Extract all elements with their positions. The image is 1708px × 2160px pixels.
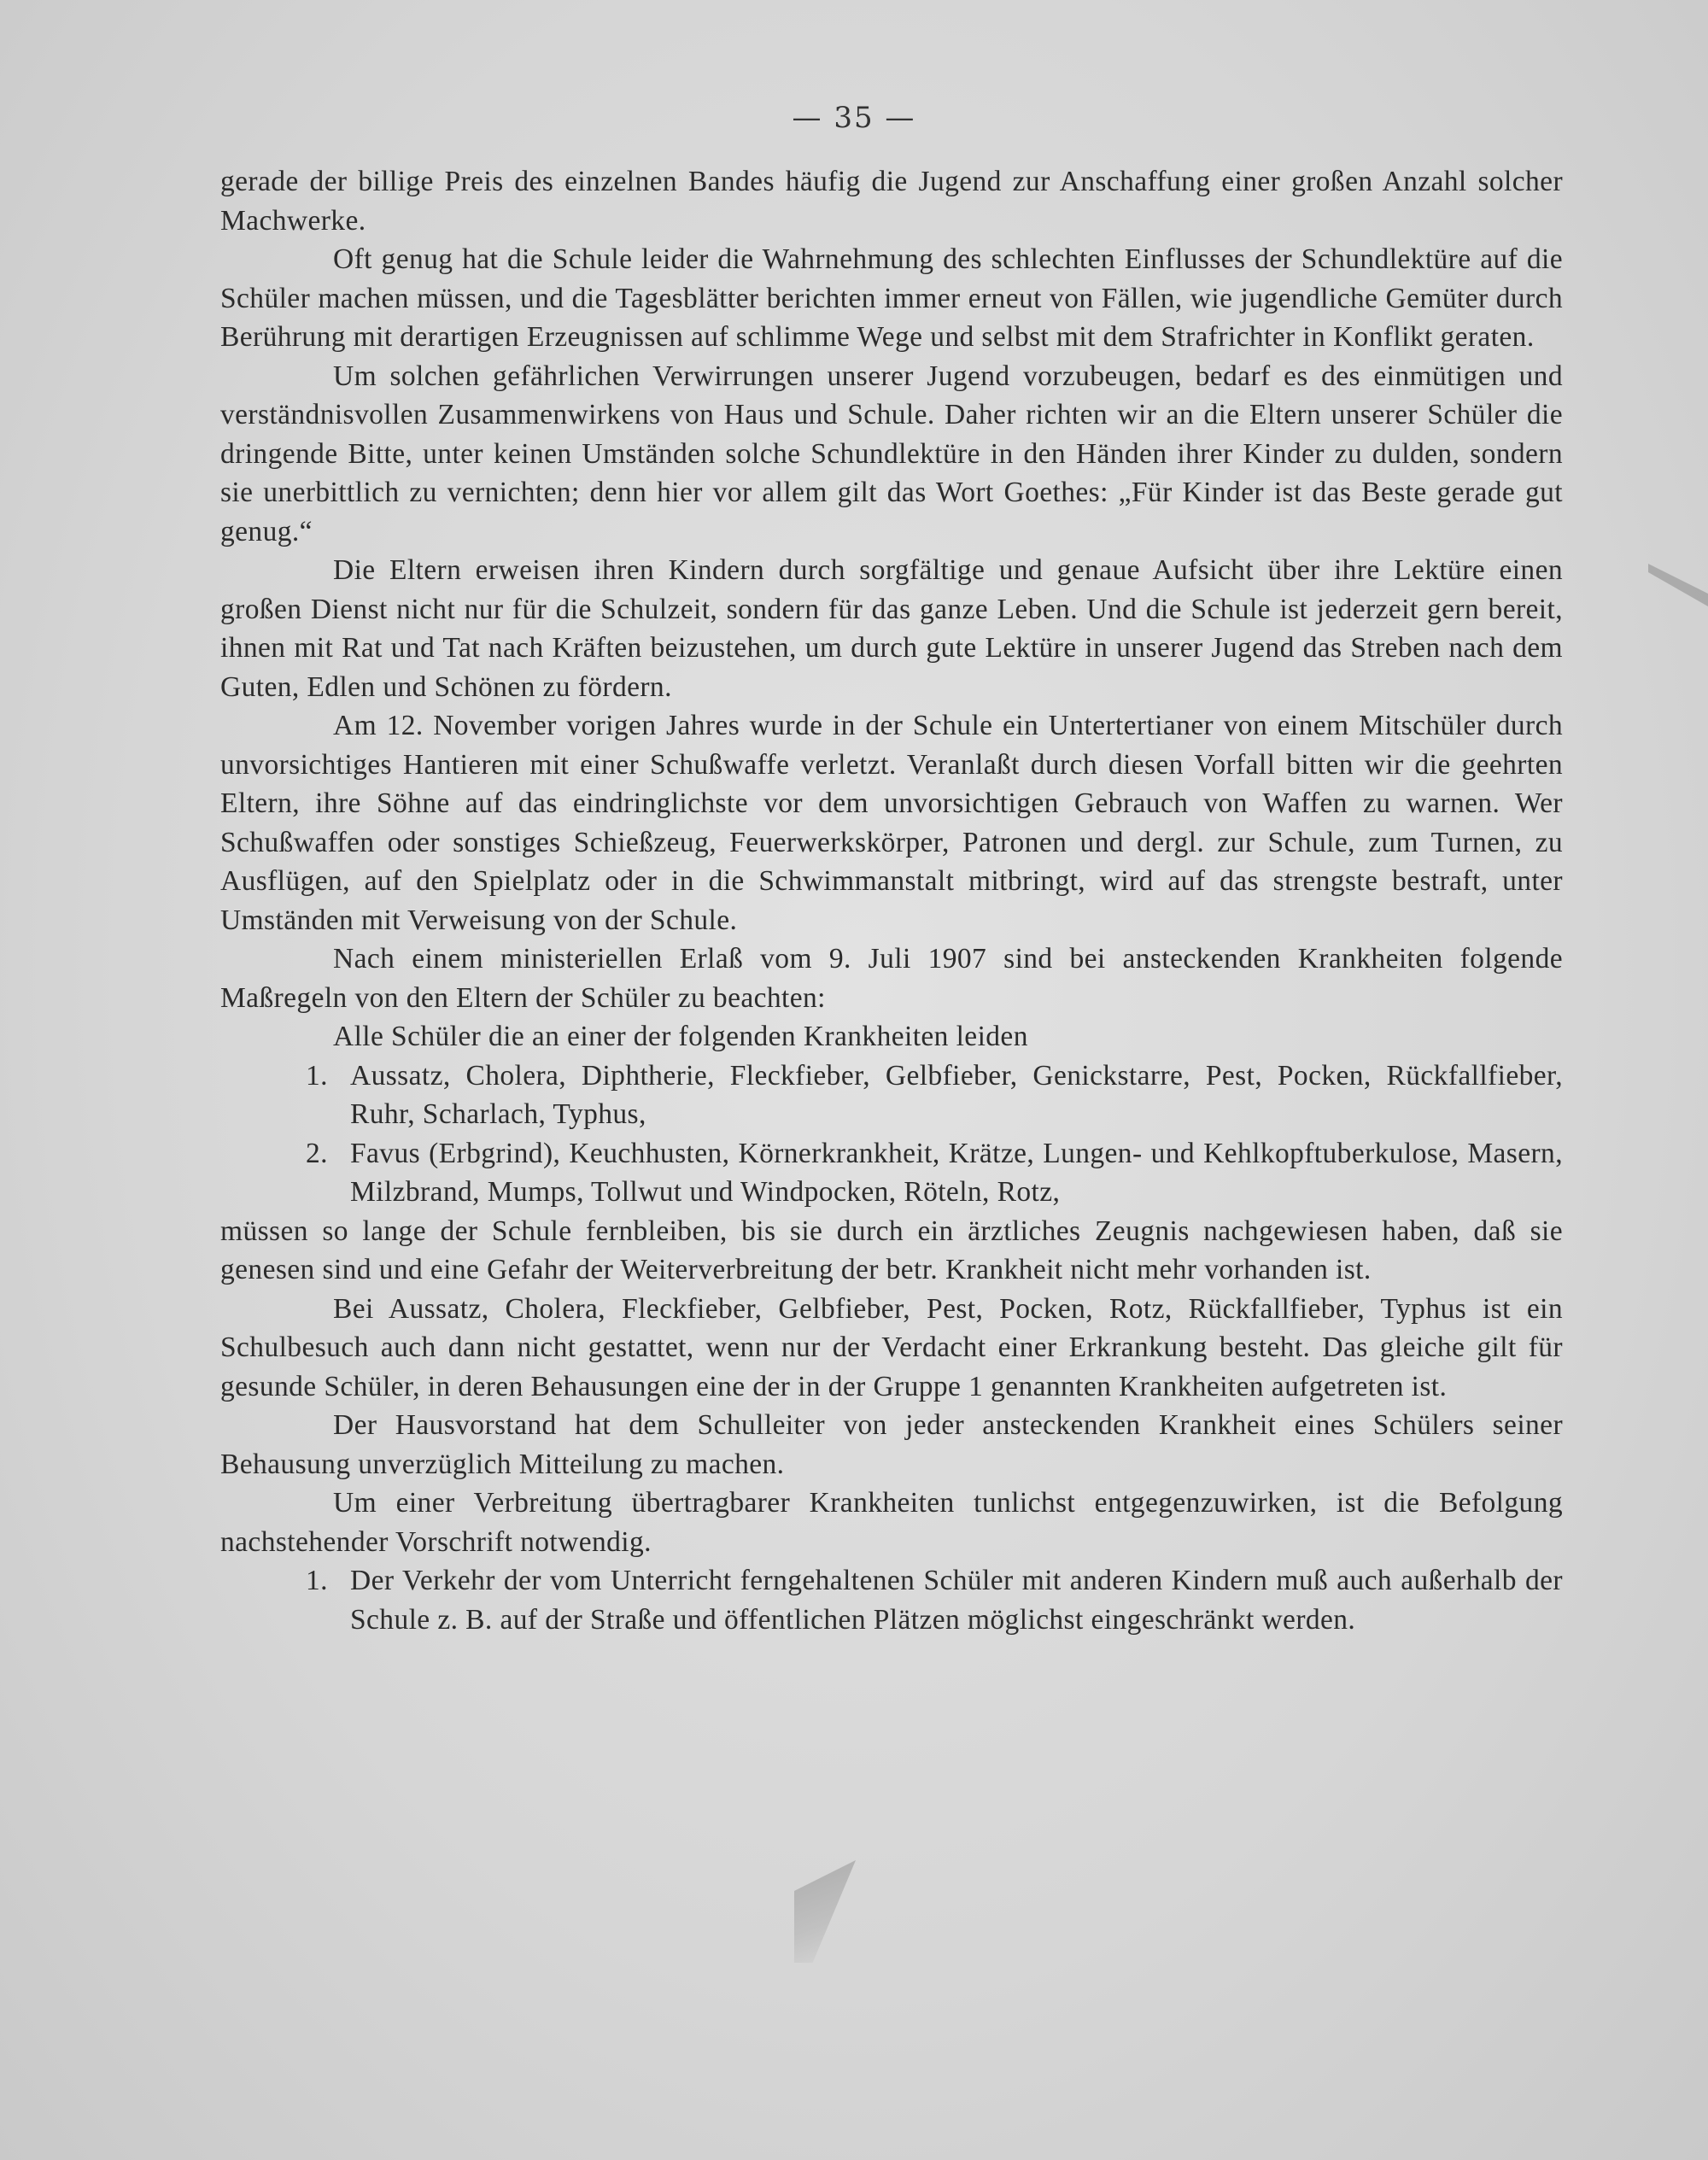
list-item <box>220 1057 1563 1134</box>
document-body <box>220 162 1563 1639</box>
paragraph-list-intro: Alle Schüler die an einer der folgenden Krankheiten leiden <box>333 1021 1028 1052</box>
list-item <box>220 1561 1563 1639</box>
list-item-text: Der Verkehr der vom Unterricht ferngehaltenen Schüler mit anderen Kindern muß auch außerhalb der Schule z. B. auf der Straße und öffentlichen Plätzen möglichst eingeschränkt werden. <box>350 1565 1563 1636</box>
list-item-text: Aussatz, Cholera, Diphtherie, Fleckfieber, Gelbfieber, Genickstarre, Pest, Pocken, Rückfallfieber, Ruhr, Scharlach, Typhus, <box>350 1059 1563 1130</box>
list-item-number: 2. <box>306 1137 328 1169</box>
paragraph-exclusion-rule: müssen so lange der Schule fernbleiben, bis sie durch ein ärztliches Zeugnis nachgewiesen haben, daß sie genesen sind und eine Gefahr der Weiterverbreitung der betr. Krankheit nicht mehr vorhanden ist. <box>220 1215 1563 1285</box>
scan-artifact <box>794 1860 856 1963</box>
paragraph-prevention: Um einer Verbreitung übertragbarer Krankheiten tunlichst entgegenzuwirken, ist die Befolgung nachstehender Vorschrift notwendig. <box>220 1487 1563 1558</box>
list-item-text: Favus (Erbgrind), Keuchhusten, Körnerkrankheit, Krätze, Lungen- und Kehlkopftuberkulose, Masern, Milzbrand, Mumps, Tollwut und Windpocken, Röteln, Rotz, <box>350 1137 1563 1208</box>
scan-edge-artifact <box>1648 564 1708 606</box>
paragraph-schundlektuere: Oft genug hat die Schule leider die Wahrnehmung des schlechten Einflusses der Schundlektüre auf die Schüler machen müssen, und die Tagesblätter berichten immer erneut von Fällen, wie jugendliche Gemüter durch Berührung mit derartigen Erzeugnissen auf schlimme Wege und selbst mit dem Strafrichter in Konflikt geraten. <box>220 243 1563 353</box>
paragraph-continuation: gerade der billige Preis des einzelnen Bandes häufig die Jugend zur Anschaffung einer großen Anzahl solcher Machwerke. <box>220 166 1563 237</box>
paragraph-firearms-incident: Am 12. November vorigen Jahres wurde in der Schule ein Untertertianer von einem Mitschüler durch unvorsichtiges Hantieren mit einer Schußwaffe verletzt. Veranlaßt durch diesen Vorfall bitten wir die geehrten Eltern, ihre Söhne auf das eindringlichste vor dem unvorsichtigen Gebrauch von Waffen zu warnen. Wer Schußwaffen oder sonstiges Schießzeug, Feuerwerkskörper, Patronen und dergl. zur Schule, zum Turnen, zu Ausflügen, auf den Spielplatz oder in die Schwimmanstalt mitbringt, wird auf das strengste bestraft, unter Umständen mit Verweisung von der Schule. <box>220 710 1563 936</box>
paragraph-supervision: Die Eltern erweisen ihren Kindern durch sorgfältige und genaue Aufsicht über ihre Lektüre einen großen Dienst nicht nur für die Schulzeit, sondern für das ganze Leben. Und die Schule ist jederzeit gern bereit, ihnen mit Rat und Tat nach Kräften beizustehen, um durch gute Lektüre in unserer Jugend das Streben nach dem Guten, Edlen und Schönen zu fördern. <box>220 554 1563 703</box>
paragraph-suspicion-rule: Bei Aussatz, Cholera, Fleckfieber, Gelbfieber, Pest, Pocken, Rotz, Rückfallfieber, Typhus ist ein Schulbesuch auch dann nicht gestattet, wenn nur der Verdacht einer Erkrankung besteht. Das gleiche gilt für gesunde Schüler, in deren Behausungen eine der in der Gruppe 1 genannten Krankheiten aufgetreten ist. <box>220 1292 1563 1402</box>
paragraph-ministerial-decree: Nach einem ministeriellen Erlaß vom 9. Juli 1907 sind bei ansteckenden Krankheiten folgende Maßregeln von den Eltern der Schüler zu beachten: <box>220 943 1563 1014</box>
list-item <box>220 1134 1563 1212</box>
page-number: — 35 — <box>792 101 916 135</box>
list-item-number: 1. <box>306 1059 328 1092</box>
paragraph-household-report: Der Hausvorstand hat dem Schulleiter von jeder ansteckenden Krankheit eines Schülers seiner Behausung unverzüglich Mitteilung zu machen. <box>220 1409 1563 1480</box>
paragraph-appeal-to-parents: Um solchen gefährlichen Verwirrungen unserer Jugend vorzubeugen, bedarf es des einmütigen und verständnisvollen Zusammenwirkens von Haus und Schule. Daher richten wir an die Eltern unserer Schüler die dringende Bitte, unter keinen Umständen solche Schundlektüre in den Händen ihrer Kinder zu dulden, sondern sie unerbittlich zu vernichten; denn hier vor allem gilt das Wort Goethes: „Für Kinder ist das Beste gerade gut genug.“ <box>220 360 1563 547</box>
list-item-number: 1. <box>306 1565 328 1596</box>
